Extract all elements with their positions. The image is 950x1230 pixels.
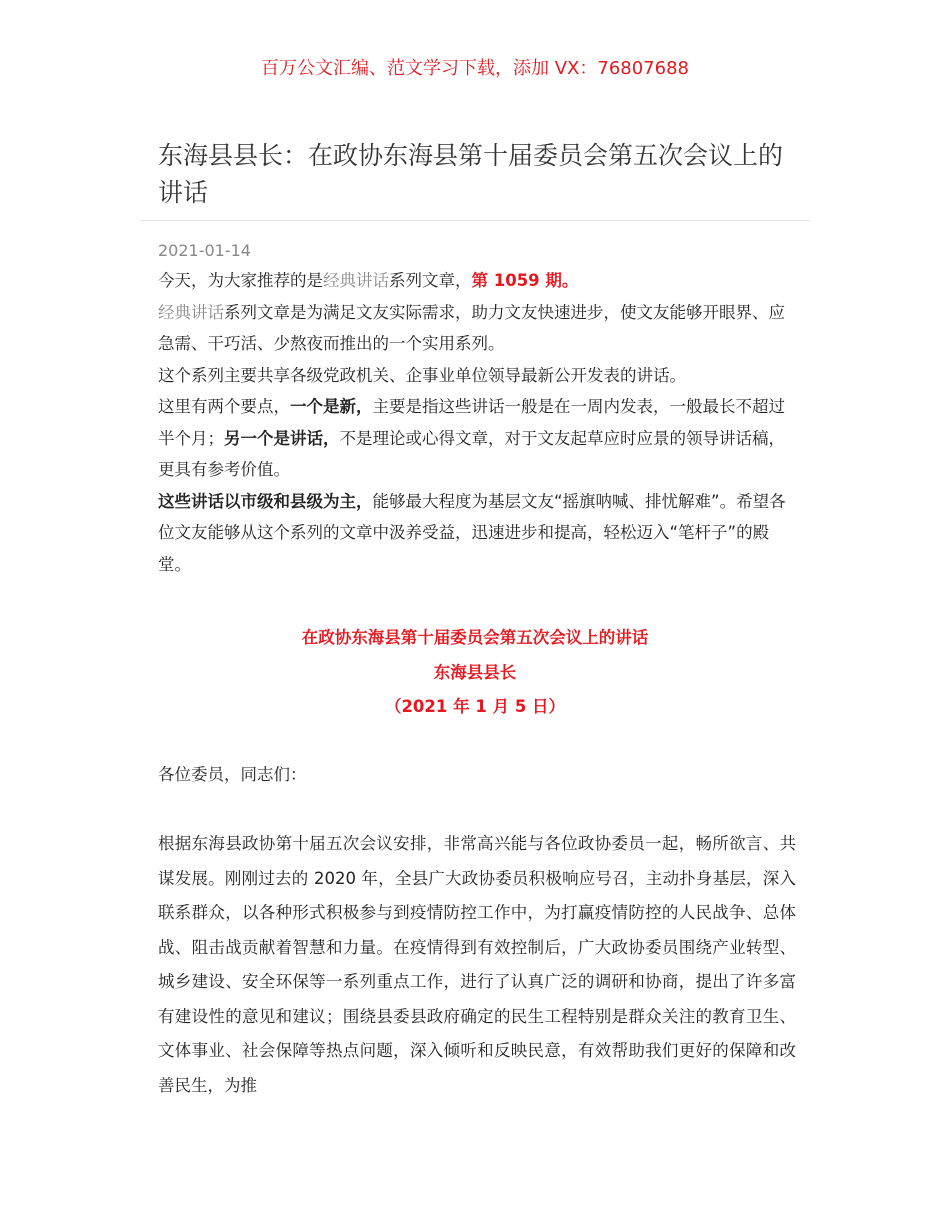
speech-greeting: 各位委员，同志们：	[158, 765, 307, 784]
series-name: 经典讲话	[158, 302, 224, 322]
issue-number: 第 1059 期。	[471, 271, 579, 290]
intro-paragraph-3: 这个系列主要共享各级党政机关、企事业单位领导最新公开发表的讲话。	[158, 365, 686, 385]
series-name: 经典讲话	[323, 271, 389, 290]
series-intro	[158, 265, 796, 580]
speech-heading	[0, 621, 950, 725]
speech-date: （2021 年 1 月 5 日）	[384, 697, 566, 716]
promo-banner: 百万公文汇编、范文学习下载，添加 VX：76807688	[261, 58, 689, 79]
intro-paragraph-4: 这里有两个要点，一个是新，主要是指这些讲话一般是在一周内发表，一般最长不超过半个月；另一个是讲话，不是理论或心得文章，对于文友起草应时应景的领导讲话稿，更具有参考价值。	[158, 397, 785, 479]
title-divider	[140, 220, 810, 221]
publish-date: 2021-01-14	[158, 241, 251, 260]
speech-paragraph: 根据东海县政协第十届五次会议安排，非常高兴能与各位政协委员一起，畅所欲言、共谋发展。刚刚过去的 2020 年，全县广大政协委员积极响应号召，主动扑身基层，深入联系群众，以各种形式积极参与到疫情防控工作中，为打赢疫情防控的人民战争、总体战、阻击战贡献着智慧和力量。在疫情得到有效控制后，广大政协委员围绕产业转型、城乡建设、安全环保等一系列重点工作，进行了认真广泛的调研和协商，提出了许多富有建设性的意见和建议；围绕县委县政府确定的民生工程特别是群众关注的教育卫生、文体事业、社会保障等热点问题，深入倾听和反映民意，有效帮助我们更好的保障和改善民生，为推	[158, 834, 796, 1095]
intro-paragraph-5: 这些讲话以市级和县级为主，能够最大程度为基层文友“摇旗呐喊、排忧解难”。希望各位文友能够从这个系列的文章中汲养受益，迅速进步和提高，轻松迈入“笔杆子”的殿堂。	[158, 491, 786, 574]
speech-speaker: 东海县县长	[433, 662, 517, 682]
intro-paragraph-1: 今天，为大家推荐的是经典讲话系列文章，第 1059 期。	[158, 271, 579, 290]
intro-paragraph-2: 经典讲话系列文章是为满足文友实际需求，助力文友快速进步，使文友能够开眼界、应急需、干巧活、少熬夜而推出的一个实用系列。	[158, 302, 785, 353]
speech-title: 在政协东海县第十届委员会第五次会议上的讲话	[301, 628, 649, 647]
article-title: 东海县县长：在政协东海县第十届委员会第五次会议上的讲话	[158, 141, 784, 207]
